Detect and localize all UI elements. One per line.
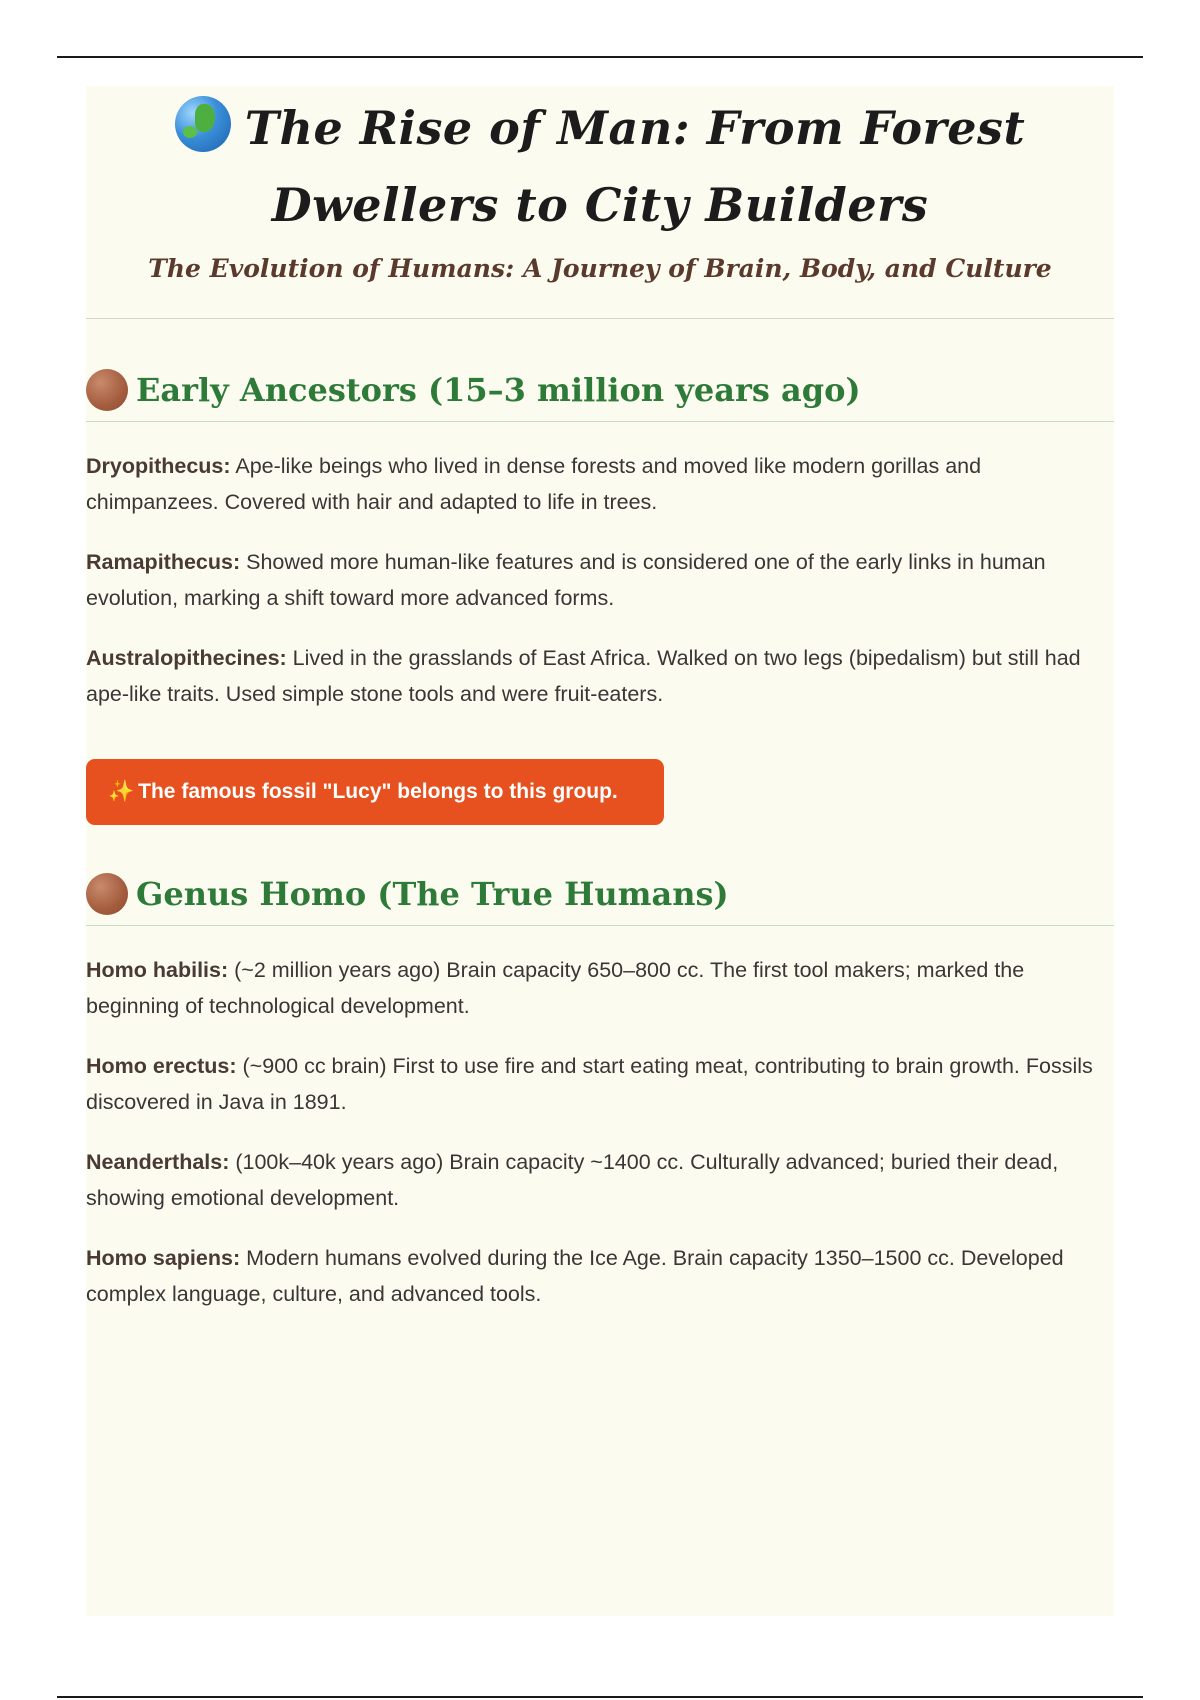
brown-circle-icon (86, 873, 128, 915)
entry-text: (~2 million years ago) Brain capacity 650–800 cc. The first tool makers; marked the beginning of technological development. (86, 958, 1025, 1018)
entry-term: Dryopithecus: (86, 454, 231, 478)
entry-homo-erectus (86, 1048, 1114, 1120)
entry-text: Showed more human-like features and is considered one of the early links in human evolution, marking a shift toward more advanced forms. (86, 550, 1046, 610)
section-heading-text: Early Ancestors (15–3 million years ago) (136, 371, 861, 409)
entry-term: Ramapithecus: (86, 550, 241, 574)
callout-text: The famous fossil "Lucy" belongs to this group. (138, 780, 618, 803)
brown-circle-icon (86, 369, 128, 411)
entry-text: Ape-like beings who lived in dense forests and moved like modern gorillas and chimpanzees. Covered with hair and adapted to life in trees. (86, 454, 982, 514)
entry-australopithecines (86, 640, 1114, 712)
entry-text: Lived in the grasslands of East Africa. Walked on two legs (bipedalism) but still had ape-like traits. Used simple stone tools and were fruit-eaters. (86, 646, 1081, 706)
entry-term: Australopithecines: (86, 646, 287, 670)
entry-ramapithecus (86, 544, 1114, 616)
entry-text: (~900 cc brain) First to use fire and start eating meat, contributing to brain growth. Fossils discovered in Java in 1891. (86, 1054, 1093, 1114)
section-heading-text: Genus Homo (The True Humans) (136, 875, 729, 913)
document-page (86, 86, 1114, 1616)
entry-homo-sapiens (86, 1240, 1114, 1312)
section-heading-early-ancestors (86, 369, 1114, 422)
top-border-line (57, 56, 1143, 58)
sparkles-icon: ✨ (108, 780, 135, 803)
section-heading-genus-homo (86, 873, 1114, 926)
entry-term: Homo sapiens: (86, 1246, 241, 1270)
entry-term: Homo erectus: (86, 1054, 237, 1078)
entry-text: (100k–40k years ago) Brain capacity ~1400 cc. Culturally advanced; buried their dead, showing emotional development. (86, 1150, 1059, 1210)
bottom-border-line (57, 1696, 1143, 1698)
page-title (120, 90, 1080, 244)
entry-homo-habilis (86, 952, 1114, 1024)
entry-term: Homo habilis: (86, 958, 229, 982)
entry-term: Neanderthals: (86, 1150, 230, 1174)
entry-neanderthals (86, 1144, 1114, 1216)
page-subtitle: The Evolution of Humans: A Journey of Brain, Body, and Culture (148, 254, 1052, 283)
globe-icon (175, 96, 231, 152)
entry-dryopithecus (86, 448, 1114, 520)
lucy-callout (86, 759, 664, 825)
page-header (86, 86, 1114, 319)
page-title-text: The Rise of Man: From Forest Dwellers to City Builders (244, 101, 1026, 232)
entry-text: Modern humans evolved during the Ice Age. Brain capacity 1350–1500 cc. Developed complex language, culture, and advanced tools. (86, 1246, 1064, 1306)
